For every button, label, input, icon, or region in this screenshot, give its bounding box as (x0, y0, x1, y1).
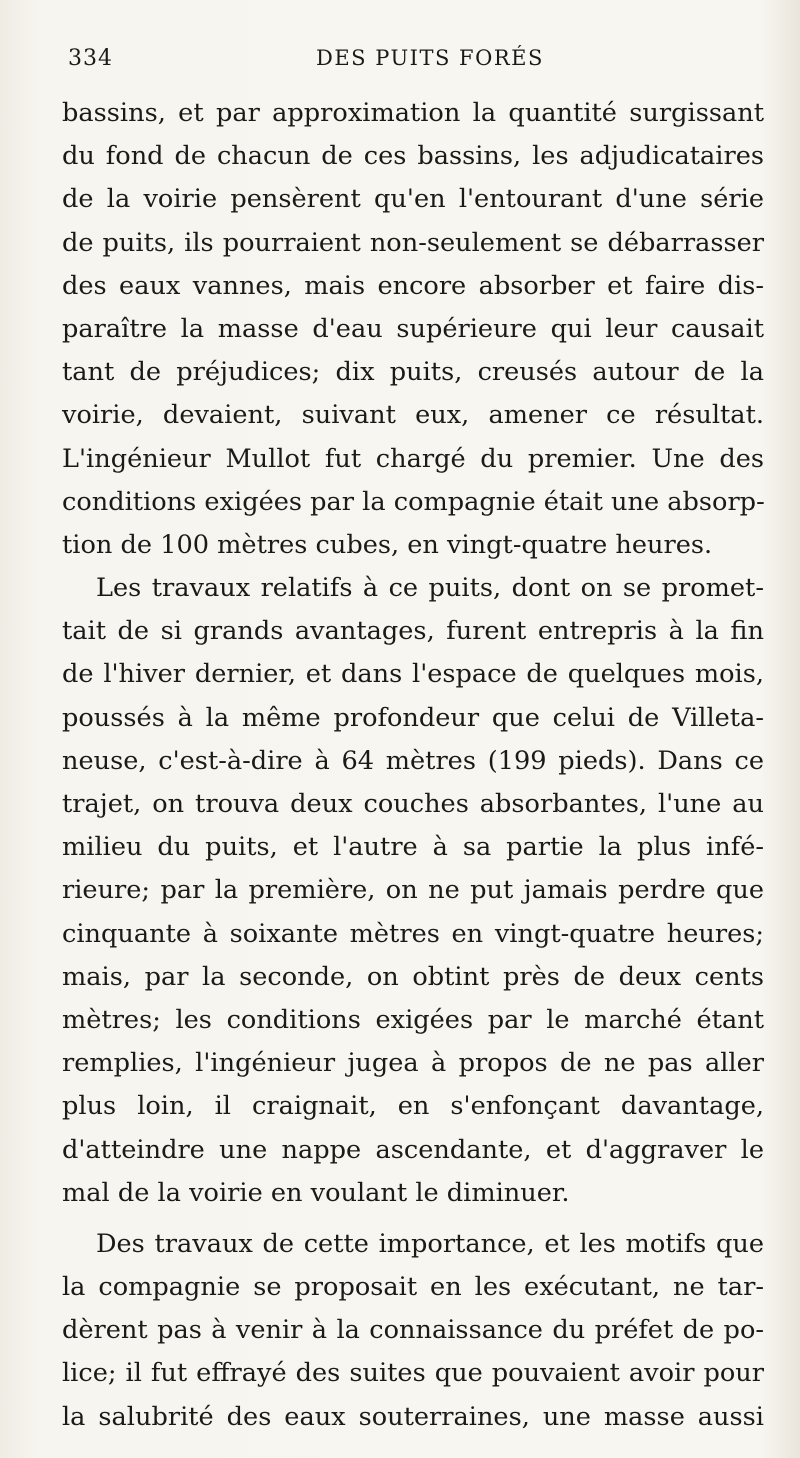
text-line: bassins, et par approximation la quantité surgissant (62, 98, 764, 128)
paragraph-gap (62, 1215, 764, 1223)
text-line: la compagnie se proposait en les exécutant, ne tar- (62, 1272, 764, 1303)
text-line: la salubrité des eaux souterraines, une masse aussi (62, 1401, 764, 1432)
text-line: plus loin, il craignait, en s'enfonçant davantage, (62, 1091, 764, 1122)
text-line: paraître la masse d'eau supérieure qui leur causait (62, 313, 764, 344)
text-line: Les travaux relatifs à ce puits, dont on se promet- (96, 573, 764, 604)
text-line: lice; il fut effrayé des suites que pouvaient avoir pour (62, 1358, 764, 1389)
text-line: milieu du puits, et l'autre à sa partie la plus infé- (62, 832, 764, 863)
text-line: des eaux vannes, mais encore absorber et faire dis- (62, 270, 764, 301)
text-line: remplies, l'ingénieur jugea à propos de ne pas aller (62, 1048, 764, 1079)
text-line: L'ingénieur Mullot fut chargé du premier. Une des (62, 443, 764, 474)
text-line: d'atteindre une nappe ascendante, et d'aggraver le (62, 1134, 764, 1165)
text-line: cinquante à soixante mètres en vingt-quatre heures; (62, 918, 764, 949)
text-line: rieure; par la première, on ne put jamais perdre que (62, 875, 764, 906)
text-line: de l'hiver dernier, et dans l'espace de quelques mois, (62, 659, 764, 690)
text-line: trajet, on trouva deux couches absorbantes, l'une au (62, 789, 764, 819)
running-head: DES PUITS FORÉS (316, 46, 544, 70)
body-text (62, 92, 764, 1439)
text-line: voirie, devaient, suivant eux, amener ce résultat. (62, 400, 764, 431)
text-line: Des travaux de cette importance, et les motifs que (96, 1228, 764, 1259)
text-line: tant de préjudices; dix puits, creusés autour de la (62, 357, 764, 388)
text-line: mais, par la seconde, on obtint près de deux cents (62, 961, 764, 992)
page-number: 334 (68, 46, 113, 71)
text-line: tait de si grands avantages, furent entrepris à la fin (62, 616, 764, 647)
text-line: de puits, ils pourraient non-seulement se débarrasser (62, 227, 764, 258)
text-line: mal de la voirie en voulant le diminuer. (62, 1177, 570, 1208)
text-line: neuse, c'est-à-dire à 64 mètres (199 pieds). Dans ce (62, 745, 764, 776)
paragraph (62, 1223, 764, 1439)
text-line: tion de 100 mètres cubes, en vingt-quatre heures. (62, 529, 713, 560)
page-header (68, 42, 760, 78)
text-line: mètres; les conditions exigées par le marché étant (62, 1004, 764, 1035)
paragraph (62, 567, 764, 1215)
text-line: poussés à la même profondeur que celui de Villeta- (62, 702, 764, 733)
text-line: de la voirie pensèrent qu'en l'entourant d'une série (62, 184, 764, 215)
paragraph (62, 92, 764, 567)
text-line: conditions exigées par la compagnie était une absorp- (62, 486, 765, 517)
text-line: dèrent pas à venir à la connaissance du préfet de po- (62, 1315, 764, 1346)
text-line: du fond de chacun de ces bassins, les adjudicataires (62, 141, 764, 172)
